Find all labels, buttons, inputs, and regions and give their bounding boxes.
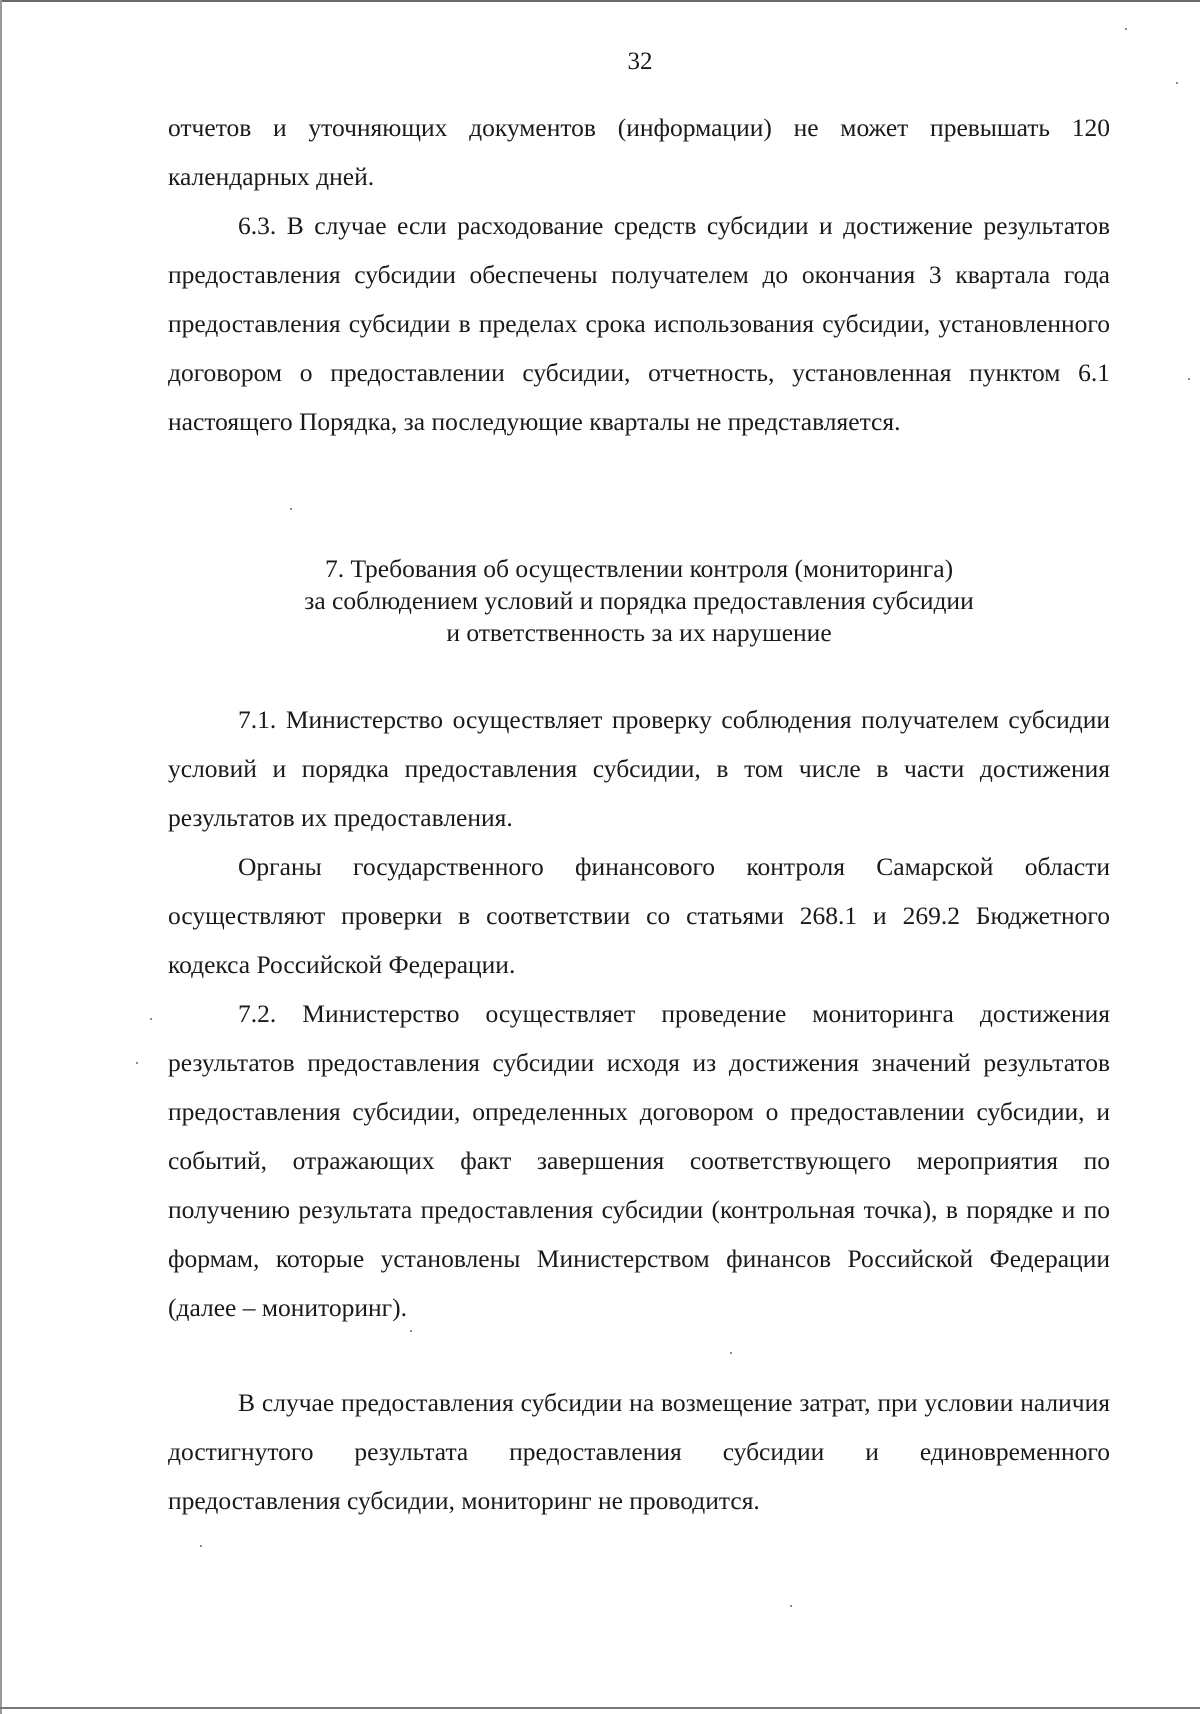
- scan-speck: [200, 1545, 202, 1547]
- section-7-text: [168, 695, 1110, 1332]
- scan-speck: [790, 1605, 792, 1607]
- scan-edge-top: [0, 0, 1200, 2]
- heading-line-2: за соблюдением условий и порядка предоставления субсидии: [304, 586, 974, 615]
- section-7-final-text: [168, 1378, 1110, 1525]
- scan-speck: [1125, 28, 1127, 30]
- scan-speck: [410, 1330, 412, 1332]
- heading-line-3: и ответственность за их нарушение: [446, 618, 832, 647]
- section-6-text: [168, 103, 1110, 446]
- paragraph-6-3: 6.3. В случае если расходование средств субсидии и достижение результатов предоставления субсидии обеспечены получателем до окончания 3 квартала года предоставления субсидии в пределах срока использования субсидии, установленного договором о предоставлении субсидии, отчетность, установленная пунктом 6.1 настоящего Порядка, за последующие кварталы не представляется.: [168, 211, 1110, 436]
- paragraph-continuation: отчетов и уточняющих документов (информации) не может превышать 120 календарных дней.: [168, 113, 1110, 191]
- scan-speck: [730, 1352, 732, 1354]
- heading-line-1: 7. Требования об осуществлении контроля (мониторинга): [324, 554, 954, 583]
- page-number: 32: [627, 48, 653, 75]
- paragraph-7-2: 7.2. Министерство осуществляет проведение мониторинга достижения результатов предоставления субсидии исходя из достижения значений результатов предоставления субсидии, определенных договором о предоставлении субсидии, и событий, отражающих факт завершения соответствующего мероприятия по получению результата предоставления субсидии (контрольная точка), в порядке и по формам, которые установлены Министерством финансов Российской Федерации (далее – мониторинг).: [168, 999, 1110, 1322]
- paragraph-last: В случае предоставления субсидии на возмещение затрат, при условии наличия достигнутого результата предоставления субсидии и единовременного предоставления субсидии, мониторинг не проводится.: [168, 1388, 1110, 1515]
- scan-edge-left: [0, 0, 2, 1714]
- scan-speck: [136, 1062, 138, 1064]
- paragraph-organs: Органы государственного финансового контроля Самарской области осуществляют проверки в соответствии со статьями 268.1 и 269.2 Бюджетного кодекса Российской Федерации.: [168, 852, 1110, 979]
- scan-speck: [1176, 82, 1178, 84]
- scan-speck: [290, 508, 292, 510]
- scan-speck: [150, 1018, 152, 1020]
- scan-speck: [1188, 378, 1190, 380]
- section-7-heading: [168, 553, 1110, 649]
- scan-edge-bottom: [0, 1707, 1200, 1709]
- paragraph-7-1: 7.1. Министерство осуществляет проверку соблюдения получателем субсидии условий и порядка предоставления субсидии, в том числе в части достижения результатов их предоставления.: [168, 705, 1110, 832]
